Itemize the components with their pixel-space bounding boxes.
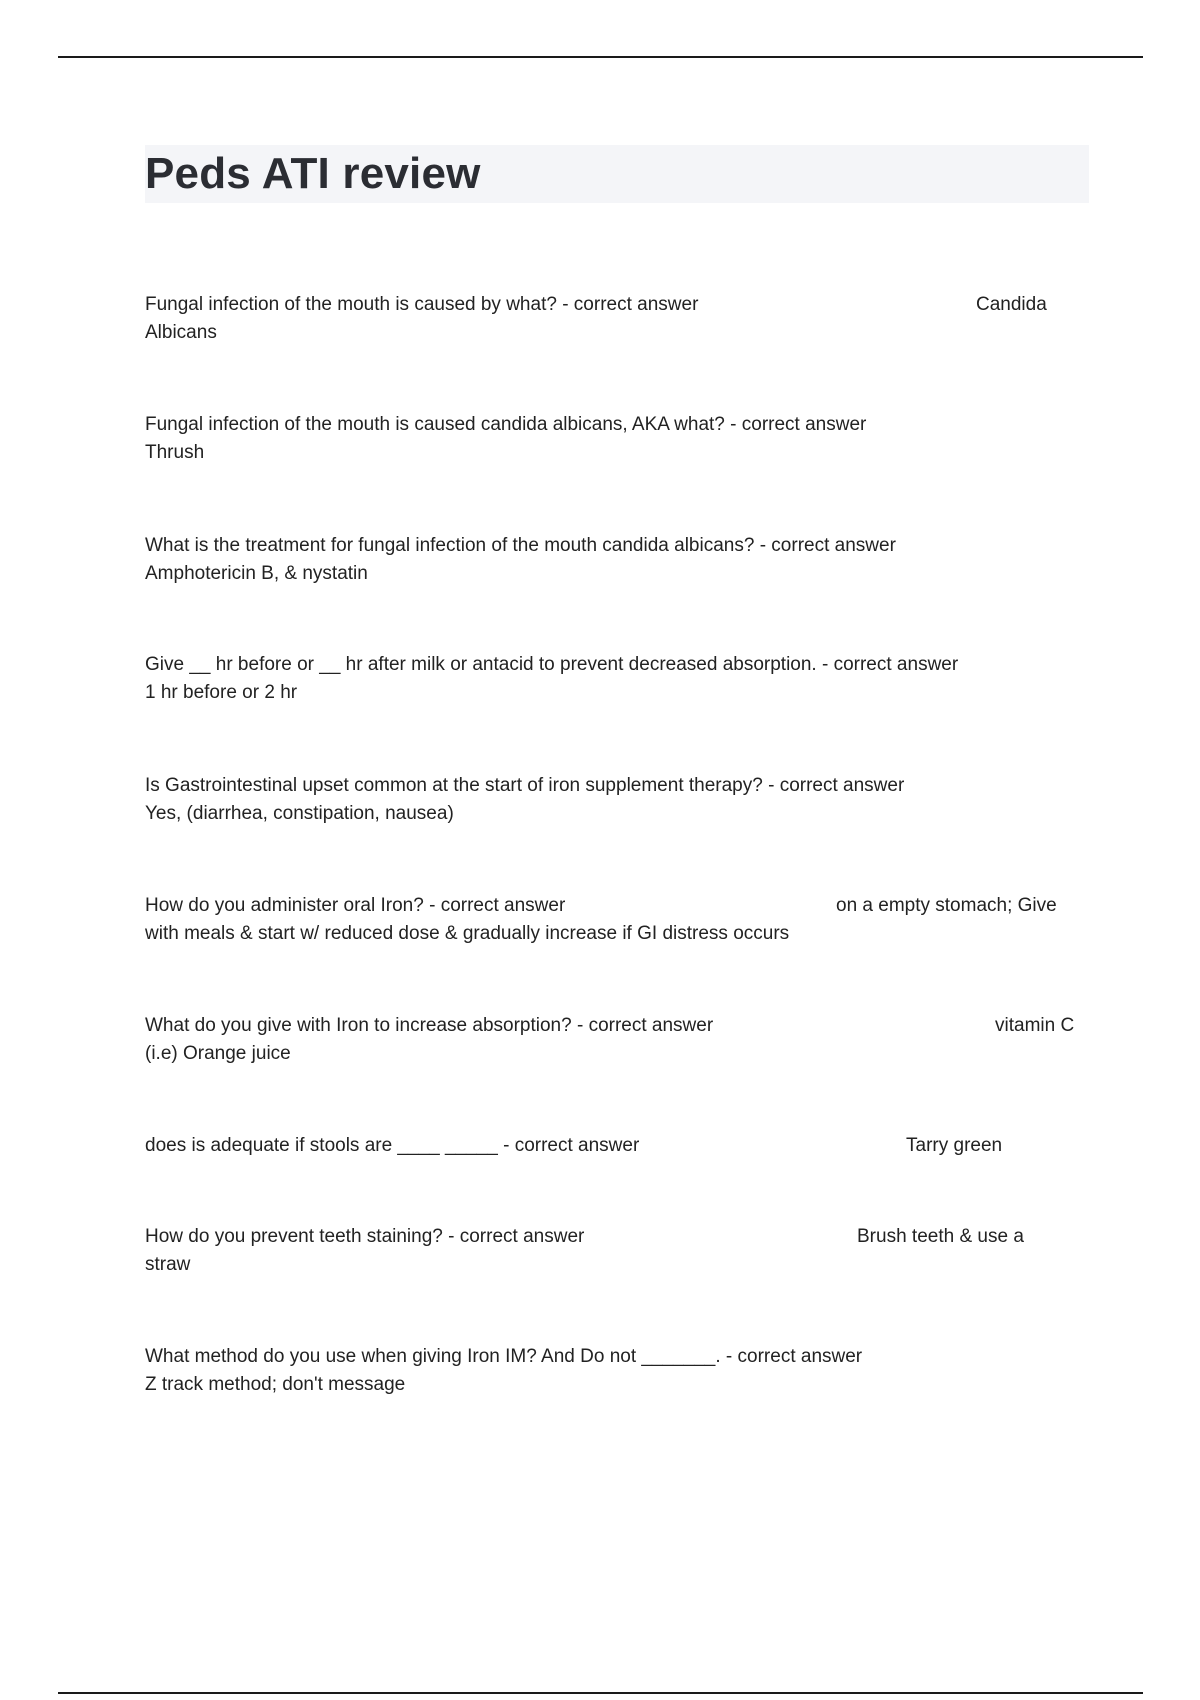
answer-continuation: (i.e) Orange juice xyxy=(145,1043,291,1064)
answer-continuation: straw xyxy=(145,1254,191,1275)
header-rule xyxy=(58,56,1143,58)
flashcard xyxy=(145,1012,1085,1068)
flashcard xyxy=(145,772,1085,828)
question-text: Give __ hr before or __ hr after milk or antacid to prevent decreased absorption. - correct answer xyxy=(145,654,959,675)
question-text: Fungal infection of the mouth is caused candida albicans, AKA what? - correct answer xyxy=(145,414,867,435)
flashcard xyxy=(145,291,1085,347)
question-line xyxy=(145,1223,1085,1251)
answer-line xyxy=(145,560,1085,588)
question-line xyxy=(145,651,1085,679)
question-line xyxy=(145,1132,1085,1160)
answer-text: on a empty stomach; Give xyxy=(836,895,1057,916)
question-line xyxy=(145,291,1085,319)
question-line xyxy=(145,411,1085,439)
question-text: What method do you use when giving Iron IM? And Do not _______. - correct answer xyxy=(145,1346,863,1367)
answer-text: Thrush xyxy=(145,442,205,463)
question-line xyxy=(145,1343,1085,1371)
flashcard xyxy=(145,892,1085,948)
question-text: What is the treatment for fungal infection of the mouth candida albicans? - correct answer xyxy=(145,535,896,556)
question-text: Is Gastrointestinal upset common at the start of iron supplement therapy? - correct answer xyxy=(145,775,905,796)
flashcard xyxy=(145,1132,1085,1160)
answer-text: vitamin C xyxy=(995,1015,1075,1036)
answer-text: Tarry green xyxy=(906,1135,1003,1156)
answer-line xyxy=(145,319,1085,347)
flashcard xyxy=(145,532,1085,588)
question-line xyxy=(145,532,1085,560)
answer-continuation: with meals & start w/ reduced dose & gradually increase if GI distress occurs xyxy=(145,923,790,944)
answer-text: Brush teeth & use a xyxy=(857,1226,1024,1247)
question-line xyxy=(145,1012,1085,1040)
flashcard xyxy=(145,1223,1085,1279)
question-text: does is adequate if stools are ____ _____ - correct answer xyxy=(145,1135,640,1156)
question-line xyxy=(145,772,1085,800)
question-text: Fungal infection of the mouth is caused by what? - correct answer xyxy=(145,294,699,315)
question-text: How do you administer oral Iron? - correct answer xyxy=(145,895,566,916)
answer-line xyxy=(145,679,1085,707)
question-text: What do you give with Iron to increase absorption? - correct answer xyxy=(145,1015,714,1036)
footer-rule xyxy=(58,1692,1143,1694)
answer-text: Amphotericin B, & nystatin xyxy=(145,563,368,584)
answer-line xyxy=(145,1371,1085,1399)
flashcard xyxy=(145,411,1085,467)
answer-text: Candida xyxy=(976,294,1047,315)
answer-line xyxy=(145,1040,1085,1068)
answer-line xyxy=(145,800,1085,828)
answer-line xyxy=(145,1251,1085,1279)
answer-line xyxy=(145,920,1085,948)
flashcard xyxy=(145,1343,1085,1399)
question-line xyxy=(145,892,1085,920)
answer-text: Z track method; don't message xyxy=(145,1374,406,1395)
question-text: How do you prevent teeth staining? - correct answer xyxy=(145,1226,585,1247)
document-title: Peds ATI review xyxy=(145,149,481,198)
answer-text: 1 hr before or 2 hr xyxy=(145,682,298,703)
answer-text: Yes, (diarrhea, constipation, nausea) xyxy=(145,803,454,824)
answer-line xyxy=(145,439,1085,467)
answer-continuation: Albicans xyxy=(145,322,217,343)
flashcard xyxy=(145,651,1085,707)
